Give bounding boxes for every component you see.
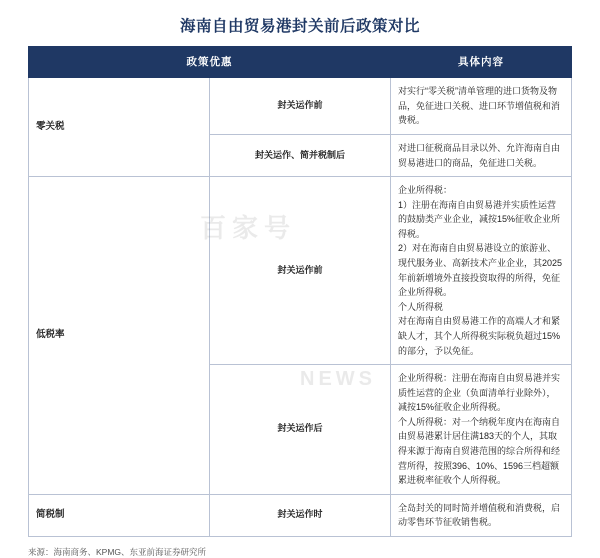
policy-comparison-table	[28, 46, 572, 537]
cell-advantage: 零关税	[29, 78, 210, 177]
table-row	[29, 177, 572, 365]
detail-line: 个人所得税	[398, 301, 444, 312]
detail-line: 1）注册在海南自由贸易港并实质性运营的鼓励类产业企业，减按15%征收企业所得税。	[398, 199, 561, 239]
detail-line: 企业所得税：注册在海南自由贸易港并实质性运营的企业（负面清单行业除外），减按15%征收企业所得税。	[398, 373, 561, 413]
table-head	[29, 47, 572, 78]
cell-advantage: 简税制	[29, 494, 210, 536]
page-title: 海南自由贸易港封关前后政策对比	[179, 18, 420, 35]
cell-stage: 封关运作前	[210, 177, 391, 365]
table-body	[29, 78, 572, 537]
detail-line: 个人所得税：对一个纳税年度内在海南自由贸易港累计居住满183天的个人，其取得来源于海南自贸港范围的综合所得和经营所得，按照396、10%、1596三档超额累进税率征收个人所得税。	[398, 416, 561, 486]
source-note: 来源：海南商务、KPMG、东亚前海证券研究所	[28, 546, 207, 557]
cell-stage: 封关运作、简并税制后	[210, 135, 391, 177]
column-header-advantage: 政策优惠	[29, 47, 391, 78]
watermark-primary: 百家号	[200, 213, 297, 243]
cell-advantage: 低税率	[29, 177, 210, 495]
cell-stage: 封关运作时	[210, 494, 391, 536]
detail-line: 全岛封关的同时简并增值税和消费税，启动零售环节征收销售税。	[398, 502, 561, 528]
detail-line: 对实行“零关税”清单管理的进口货物及物品，免征进口关税、进口环节增值税和消费税。	[398, 86, 561, 126]
cell-detail	[391, 135, 572, 177]
cell-detail	[391, 177, 572, 365]
detail-line: 对在海南自由贸易港工作的高端人才和紧缺人才，其个人所得税实际税负超过15%的部分，予以免征。	[398, 316, 561, 356]
detail-line: 对进口征税商品目录以外、允许海南自由贸易港进口的商品，免征进口关税。	[398, 143, 561, 168]
table-row	[29, 78, 572, 135]
column-header-detail: 具体内容	[391, 47, 572, 78]
cell-stage: 封关运作前	[210, 78, 391, 135]
detail-line: 2）对在海南自由贸易港设立的旅游业、现代服务业、高新技术产业企业，其2025年前新增境外直接投资取得的所得，免征企业所得税。	[398, 243, 563, 298]
detail-line: 企业所得税：	[398, 185, 453, 196]
cell-detail	[391, 494, 572, 536]
cell-stage: 封关运作后	[210, 365, 391, 495]
table-row	[29, 494, 572, 536]
cell-detail	[391, 78, 572, 135]
watermark-secondary: NEWS	[300, 368, 376, 390]
cell-detail	[391, 365, 572, 495]
table-header-row	[29, 47, 572, 78]
